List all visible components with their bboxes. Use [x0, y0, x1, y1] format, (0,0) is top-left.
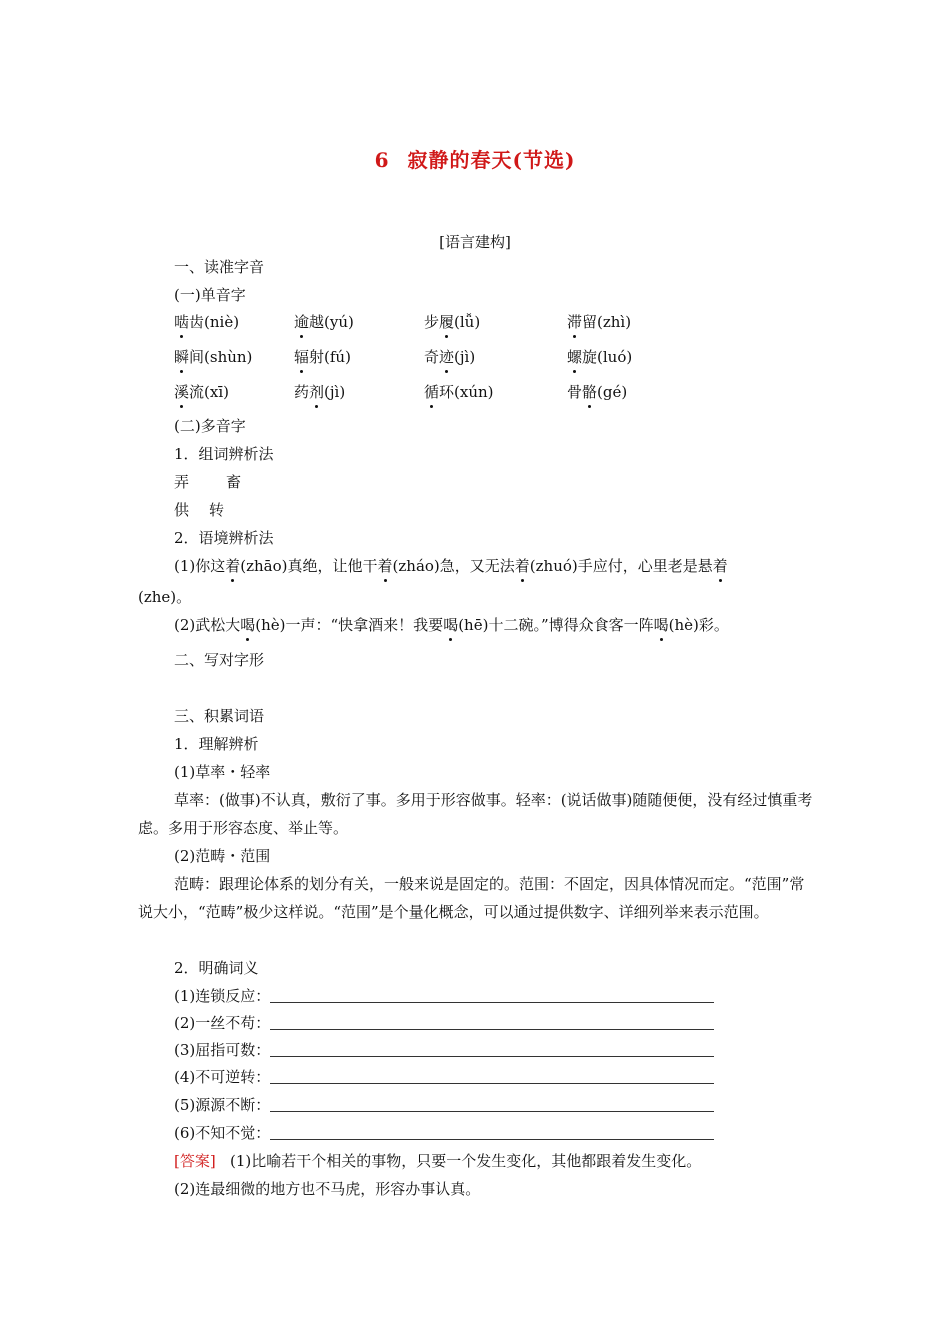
- word-item: 瞬间(shùn): [174, 348, 253, 366]
- meaning-heading: 2．明确词义: [174, 959, 259, 977]
- answer-blank[interactable]: [270, 1125, 714, 1140]
- section-heading: [语言建构]: [439, 233, 511, 251]
- context-sentence-1: (1)你这着(zhāo)真绝，让他干着(zháo)急，又无法着(zhuó)手应付，心里老是悬着: [174, 557, 728, 575]
- lesson-number: 6: [374, 148, 390, 172]
- analysis-heading: 1．理解辨析: [174, 735, 259, 753]
- polyphone-char: 畜: [226, 473, 242, 491]
- answer-line-2: (2)连最细微的地方也不马虎，形容办事认真。: [174, 1180, 481, 1198]
- answer-blank[interactable]: [270, 1069, 714, 1084]
- fill-item: (4)不可逆转：: [174, 1067, 714, 1087]
- lesson-title-text: 寂静的春天(节选): [407, 148, 576, 172]
- word-item: 奇迹(jì): [424, 348, 476, 366]
- answer-text-1: (1)比喻若干个相关的事物，只要一个发生变化，其他都跟着发生变化。: [230, 1152, 702, 1170]
- polyphone-heading: (二)多音字: [174, 417, 246, 435]
- method1-heading: 1．组词辨析法: [174, 445, 274, 463]
- fill-item: (1)连锁反应：: [174, 986, 714, 1006]
- word-item: 螺旋(luó): [567, 348, 633, 366]
- answer-blank[interactable]: [270, 1097, 714, 1112]
- word-item: 循环(xún): [424, 383, 494, 401]
- answer-blank[interactable]: [270, 988, 714, 1003]
- word-item: 啮齿(niè): [174, 313, 240, 331]
- word-item: 溪流(xī): [174, 383, 229, 401]
- word-item: 逾越(yú): [294, 313, 354, 331]
- pair2-text: 范畴：跟理论体系的划分有关，一般来说是固定的。范围：不固定，因具体情况而定。“范围”常说大小，“范畴”极少这样说。“范围”是个量化概念，可以通过提供数字、详细列举来表示范围。: [138, 875, 805, 921]
- fill-item: (3)屈指可数：: [174, 1040, 714, 1060]
- fill-item: (6)不知不觉：: [174, 1123, 714, 1143]
- answer-blank[interactable]: [270, 1015, 714, 1030]
- word-item: 滞留(zhì): [567, 313, 632, 331]
- part1-heading: 一、读准字音: [174, 258, 265, 276]
- answer-blank[interactable]: [270, 1042, 714, 1057]
- word-item: 辐射(fú): [294, 348, 351, 366]
- single-char-heading: (一)单音字: [174, 286, 246, 304]
- part2-heading: 二、写对字形: [174, 651, 265, 669]
- method2-heading: 2．语境辨析法: [174, 529, 274, 547]
- answer-tag: [答案]: [174, 1152, 216, 1170]
- context-sentence-1-cont: (zhe)。: [138, 588, 192, 606]
- pair1-title: (1)草率・轻率: [174, 763, 271, 781]
- fill-item: (5)源源不断：: [174, 1095, 714, 1115]
- pair1-text: 草率：(做事)不认真，敷衍了事。多用于形容做事。轻率：(说话做事)随随便便，没有经过慎重考虑。多用于形容态度、举止等。: [138, 791, 813, 837]
- polyphone-char: 弄: [174, 473, 190, 491]
- polyphone-char: 供: [174, 501, 190, 519]
- word-item: 药剂(jì): [294, 383, 346, 401]
- word-item: 步履(lǚ): [424, 313, 481, 331]
- context-sentence-2: (2)武松大喝(hè)一声：“快拿酒来！我要喝(hē)十二碗。”博得众食客一阵喝(hè)彩。: [174, 616, 729, 634]
- answer-line-1: [174, 1151, 701, 1171]
- pair2-title: (2)范畴・范围: [174, 847, 271, 865]
- word-item: 骨骼(gé): [567, 383, 628, 401]
- polyphone-char: 转: [209, 501, 225, 519]
- part3-heading: 三、积累词语: [174, 707, 265, 725]
- lesson-title: [0, 144, 950, 173]
- fill-item: (2)一丝不苟：: [174, 1013, 714, 1033]
